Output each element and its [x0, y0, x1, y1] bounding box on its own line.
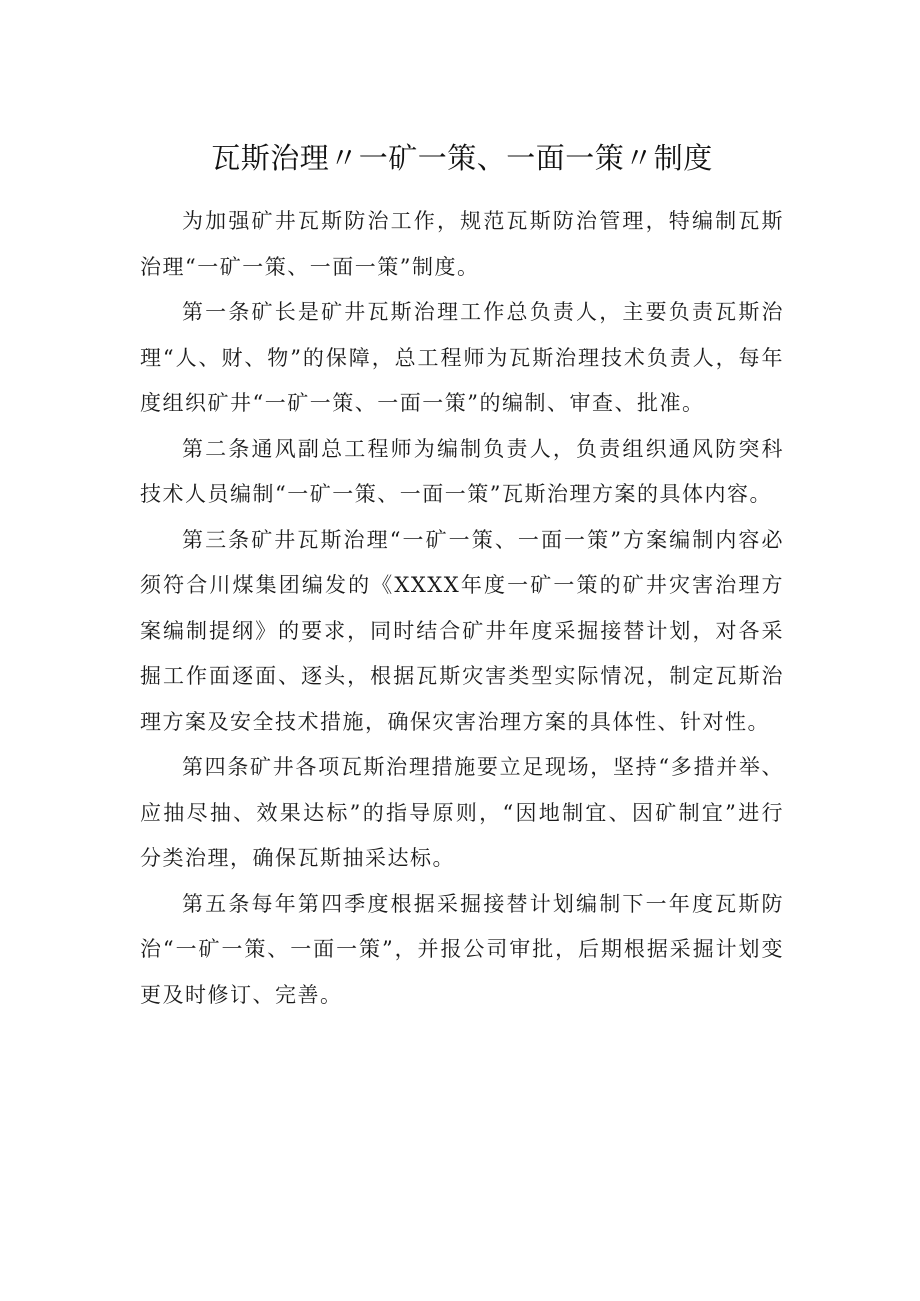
document-body [140, 199, 784, 1018]
paragraph-article-4: 第四条矿井各项瓦斯治理措施要立足现场，坚持“多措并举、应抽尽抽、效果达标”的指导原则，“因地制宜、因矿制宜”进行分类治理，确保瓦斯抽采达标。 [140, 755, 784, 870]
paragraph-article-2: 第二条通风副总工程师为编制负责人，负责组织通风防突科技术人员编制“一矿一策、一面一策”瓦斯治理方案的具体内容。 [140, 436, 784, 506]
document-title: 瓦斯治理〃一矿一策、一面一策〃制度 [211, 141, 713, 175]
paragraph-article-5: 第五条每年第四季度根据采掘接替计划编制下一年度瓦斯防治“一矿一策、一面一策”，并报公司审批，后期根据采掘计划变更及时修订、完善。 [140, 891, 784, 1007]
paragraph-intro: 为加强矿井瓦斯防治工作，规范瓦斯防治管理，特编制瓦斯治理“一矿一策、一面一策”制度。 [140, 209, 784, 279]
paragraph-article-1: 第一条矿长是矿井瓦斯治理工作总负责人，主要负责瓦斯治理“人、财、物”的保障，总工程师为瓦斯治理技术负责人，每年度组织矿井“一矿一策、一面一策”的编制、审查、批准。 [140, 300, 784, 415]
paragraph-article-3: 第三条矿井瓦斯治理“一矿一策、一面一策”方案编制内容必须符合川煤集团编发的《XXXX年度一矿一策的矿井灾害治理方案编制提纲》的要求，同时结合矿井年度采掘接替计划，对各采掘工作面逐面、逐头，根据瓦斯灾害类型实际情况，制定瓦斯治理方案及安全技术措施，确保灾害治理方案的具体性、针对性。 [140, 527, 784, 734]
